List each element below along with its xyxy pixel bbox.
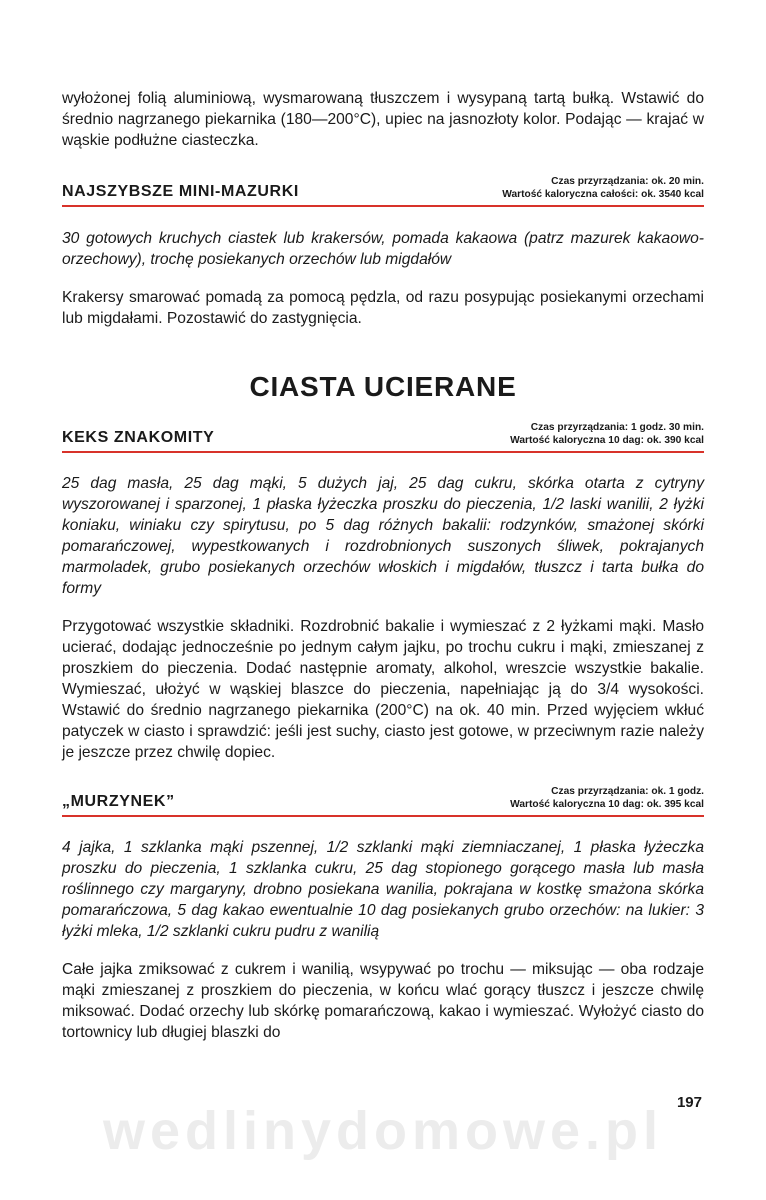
prep-time: Czas przyrządzania: ok. 20 min. — [551, 176, 704, 187]
recipe-title: KEKS ZNAKOMITY — [62, 429, 215, 446]
recipe-header-keks — [62, 421, 704, 453]
instructions: Całe jajka zmiksować z cukrem i wanilią, wsypywać po trochu — miksując — oba rodzaje mąki zmieszanej z proszkiem do pieczenia, w końcu wlać gorący tłuszcz i jeszcze chwilę miksować. Dodać orzechy lub skórkę pomarańczową, kakao i wymieszać. Wyłożyć ciasto do tortownicy lub długiej blaszki do — [62, 961, 704, 1041]
recipe-title: „MURZYNEK” — [62, 793, 175, 810]
recipe-meta — [510, 785, 704, 811]
recipe-meta — [510, 421, 704, 447]
watermark: wedlinydomowe.pl — [102, 1101, 664, 1161]
recipe-title: NAJSZYBSZE MINI-MAZURKI — [62, 183, 299, 200]
intro-paragraph: wyłożonej folią aluminiową, wysmarowaną tłuszczem i wysypaną tartą bułką. Wstawić do średnio nagrzanego piekarnika (180—200°C), upiec na jasnozłoty kolor. Podając — krajać w wąskie podłużne ciasteczka. — [62, 90, 704, 149]
prep-time: Czas przyrządzania: 1 godz. 30 min. — [530, 422, 704, 433]
calorie-value: Wartość kaloryczna 10 dag: ok. 395 kcal — [510, 799, 704, 810]
ingredients-list: 25 dag masła, 25 dag mąki, 5 dużych jaj, 25 dag cukru, skórka otarta z cytryny wyszorowanej i sparzonej, 1 płaska łyżeczka proszku do pieczenia, 1/2 laski wanilii, 2 łyżki koniaku, winiaku czy spirytusu, po 5 dag różnych bakalii: rodzynków, smażonej skórki pomarańczowej, wypestkowanych i rozdrobnionych suszonych śliwek, pokrajanych marmoladek, grubo posiekanych orzechów włoskich i migdałów, tłuszcz i tarta bułka do formy — [62, 475, 704, 597]
recipe-meta — [502, 175, 704, 201]
calorie-value: Wartość kaloryczna całości: ok. 3540 kcal — [502, 189, 704, 200]
recipe-header-murzynek — [62, 785, 704, 817]
recipe-header-mini-mazurki — [62, 175, 704, 207]
instructions: Przygotować wszystkie składniki. Rozdrobnić bakalie i wymieszać z 2 łyżkami mąki. Masło ucierać, dodając jednocześnie po jednym całym jajku, po trochu cukru i mąki, zmieszanej z proszkiem do pieczenia. Dodać następnie aromaty, alkohol, wreszcie wszystkie bakalie. Wymieszać, ułożyć w wąskiej blaszce do pieczenia, napełniając ją do 3/4 wysokości. Wstawić do średnio nagrzanego piekarnika (200°C) na ok. 40 min. Przed wyjęciem wkłuć patyczek w ciasto i sprawdzić: jeśli jest suchy, ciasto jest gotowe, w przeciwnym razie należy je jeszcze przez chwilę dopiec. — [62, 618, 704, 761]
calorie-value: Wartość kaloryczna 10 dag: ok. 390 kcal — [510, 435, 704, 446]
ingredients-list: 4 jajka, 1 szklanka mąki pszennej, 1/2 szklanki mąki ziemniaczanej, 1 płaska łyżeczka proszku do pieczenia, 1 szklanka cukru, 25 dag stopionego gorącego masła lub masła roślinnego czy margaryny, drobno posiekana wanilia, pokrajana w kostkę smażona skórka pomarańczowa, 5 dag kakao ewentualnie 10 dag posiekanych grubo orzechów: na lukier: 3 łyżki mleka, 1/2 szklanki cukru pudru z wanilią — [62, 839, 704, 940]
section-title: CIASTA UCIERANE — [249, 371, 517, 402]
prep-time: Czas przyrządzania: ok. 1 godz. — [551, 786, 704, 797]
book-page — [62, 88, 704, 1043]
ingredients-list: 30 gotowych kruchych ciastek lub krakersów, pomada kakaowa (patrz mazurek kakaowo-orzechowy), trochę posiekanych orzechów lub migdałów — [62, 230, 704, 268]
instructions: Krakersy smarować pomadą za pomocą pędzla, od razu posypując posiekanymi orzechami lub migdałami. Pozostawić do zastygnięcia. — [62, 289, 704, 327]
page-number: 197 — [676, 1094, 702, 1111]
